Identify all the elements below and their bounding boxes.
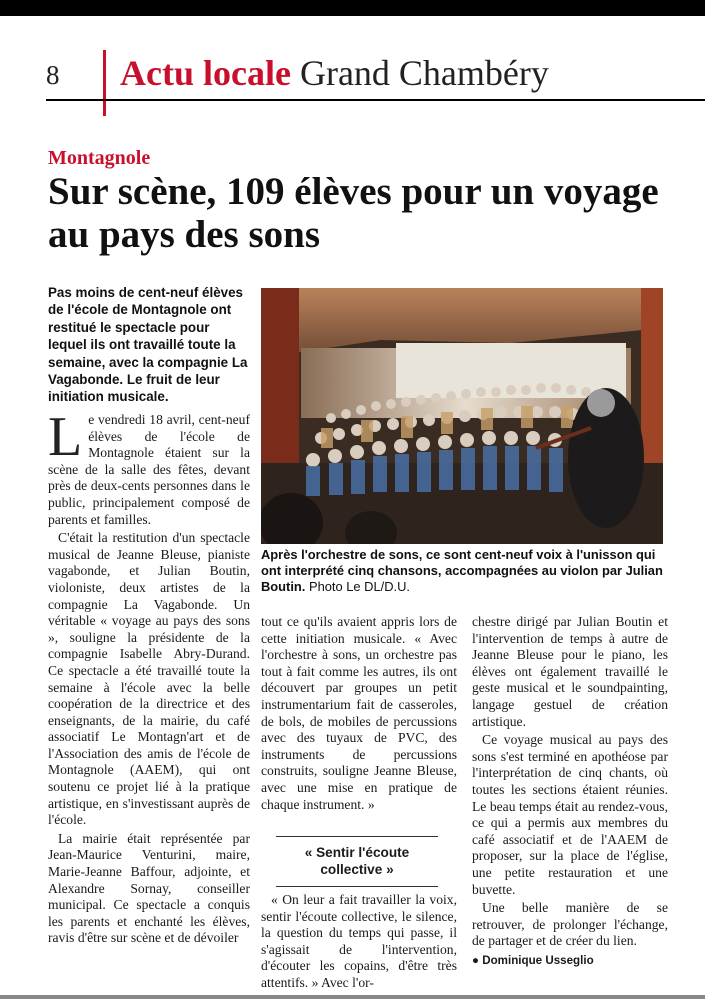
article-kicker: Montagnole [48, 147, 151, 169]
paragraph: chestre dirigé par Julian Boutin et l'intervention de temps à autre de Jeanne Bleuse pour le piano, les élèves ont également travaillé le geste musical et le soundpainting, langage gestuel de création artistique. [472, 614, 668, 729]
paragraph: « On leur a fait travailler la voix, sentir l'écoute collective, le silence, la question du temps qui passe, il s'agissait de l'intervention, d'écouter les copains, d'être très attentifs. » Avec l'or- [261, 892, 457, 990]
section-name: Actu locale [120, 53, 291, 93]
header-red-rule [103, 50, 106, 116]
article-column-2-continued [261, 892, 457, 994]
article-column-3 [472, 614, 668, 969]
header-rule [46, 99, 705, 101]
drop-cap: L [48, 406, 83, 468]
article-headline: Sur scène, 109 élèves pour un voyage au pays des sons [48, 170, 659, 256]
intertitle: « Sentir l'écoute collective » [276, 836, 438, 887]
section-header [120, 52, 549, 94]
paragraph: C'était la restitution d'un spectacle musical de Jeanne Bleuse, pianiste vagabonde, et Julian Boutin, violoniste, deux artistes de la compagnie La Vagabonde. Un véritable « voyage au pays des sons », souligne la présidente de la compagnie Isabelle Abry-Durand. Ce spectacle a été travaillé toute la semaine à l'école avec la belle coopération de la directrice et des enseignants, de la mairie, du café associatif Le Montagn'art et de l'Association des amis de l'école de Montagnole (AAEM), qui ont soutenu ce projet lié à la pratique artistique, en s'investissant auprès de l'école. [48, 530, 250, 828]
article-photo [261, 288, 663, 544]
paragraph: Une belle manière de se retrouver, de prolonger l'échange, de partager et de créer du lien. [472, 900, 668, 949]
paragraph: tout ce qu'ils avaient appris lors de cette initiation musicale. « Avec l'orchestre à sons, un orchestre pas tout à fait comme les autres, ils ont découvert par groupes un petit instrumentarium fait de casseroles, de bols, de mobiles de percussions avec des tuyaux de PVC, des instruments de percussions construits, souligne Jeanne Bleuse, avec une mise en pratique de chaque instrument. » [261, 614, 457, 812]
paragraph [48, 406, 250, 528]
concert-photo-illustration [261, 288, 663, 544]
photo-credit: Photo Le DL/D.U. [308, 579, 411, 594]
article-standfirst: Pas moins de cent-neuf élèves de l'école de Montagnole ont restitué le spectacle pour lequel ils ont travaillé toute la semaine, avec la compagnie La Vagabonde. Le fruit de leur initiation musicale. [48, 285, 248, 405]
article-column-2 [261, 614, 457, 815]
article-column-1 [48, 406, 250, 949]
paragraph-text: e vendredi 18 avril, cent-neuf élèves de l'école de Montagnole étaient sur la scène de la salle des fêtes, devant près de deux-cents personnes dans le public, principalement composé de parents et familles. [48, 412, 250, 527]
page-number: 8 [46, 60, 60, 90]
edition-name: Grand Chambéry [299, 53, 549, 93]
paragraph: Ce voyage musical au pays des sons s'est terminé en apothéose par l'interprétation de cinq chants, où toutes les sections étaient réunies. Le beau temps était au rendez-vous, ce qui a permis aux membres du café associatif et de l'AAEM de proposer, sur la place de l'église, une petite restauration et une buvette. [472, 732, 668, 897]
paragraph: La mairie était représentée par Jean-Maurice Venturini, maire, Marie-Jeanne Baffour, adjointe, et Alexandre Sornay, conseiller municipal. Ce spectacle a conquis les parents et enchanté les élèves, ravis d'être sur scène et de dévoiler [48, 830, 250, 946]
caption-text: Après l'orchestre de sons, ce sont cent-neuf voix à l'unisson qui ont interprété cinq chansons, accompagnées au violon par Julian Boutin. [261, 547, 663, 594]
photo-caption [261, 547, 671, 595]
author-signature: ● Dominique Usseglio [472, 953, 594, 967]
bottom-bar [0, 995, 705, 999]
top-black-bar [0, 0, 705, 16]
